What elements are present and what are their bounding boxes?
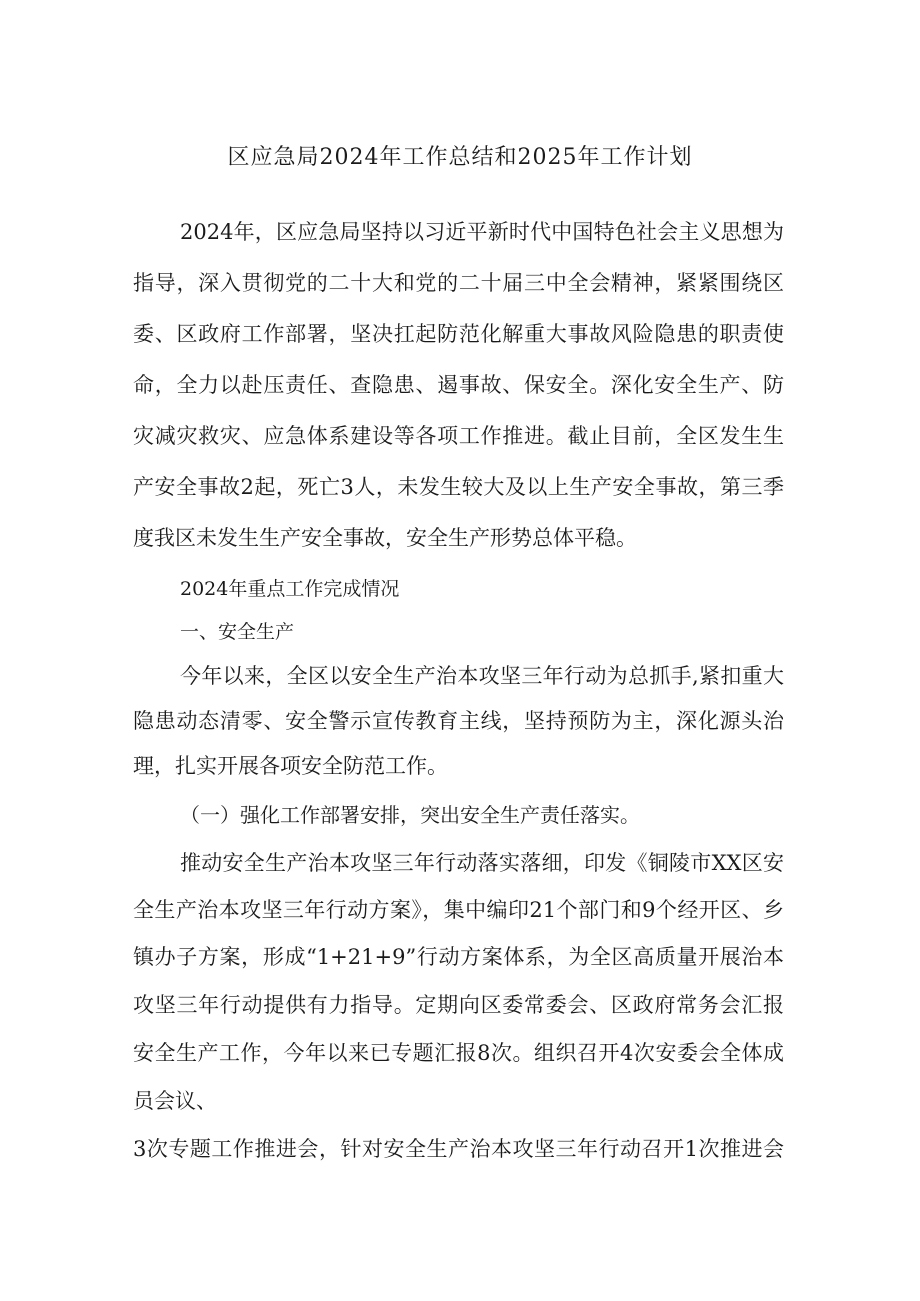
subsection-heading: 一、安全生产 — [180, 621, 295, 643]
intro-line: 产安全事故2起，死亡3人，未发生较大及以上生产安全事故，第三季 — [133, 475, 784, 499]
paragraph-line: 全生产治本攻坚三年行动方案》，集中编印21个部门和9个经开区、乡 — [133, 898, 784, 922]
item-heading: （一）强化工作部署安排，突出安全生产责任落实。 — [180, 803, 640, 827]
paragraph-line: 3次专题工作推进会，针对安全生产治本攻坚三年行动召开1次推进会 — [133, 1137, 784, 1161]
paragraph-line: 安全生产工作，今年以来已专题汇报8次。组织召开4次安委会全体成 — [133, 1041, 784, 1065]
paragraph-line: 今年以来，全区以安全生产治本攻坚三年行动为总抓手,紧扣重大 — [180, 664, 784, 688]
intro-line: 委、区政府工作部署，坚决扛起防范化解重大事故风险隐患的职责使 — [133, 322, 784, 346]
section-heading: 2024年重点工作完成情况 — [180, 578, 400, 600]
paragraph-line: 隐患动态清零、安全警示宣传教育主线，坚持预防为主，深化源头治 — [133, 709, 784, 733]
paragraph-line: 镇办子方案，形成“1+21+9”行动方案体系，为全区高质量开展治本 — [133, 945, 784, 969]
intro-line: 命，全力以赴压责任、查隐患、遏事故、保安全。深化安全生产、防 — [133, 373, 784, 397]
intro-line: 2024年，区应急局坚持以习近平新时代中国特色社会主义思想为 — [180, 220, 784, 244]
document-title: 区应急局2024年工作总结和2025年工作计划 — [227, 145, 693, 170]
paragraph-line: 员会议、 — [133, 1089, 217, 1113]
paragraph-line: 推动安全生产治本攻坚三年行动落实落细，印发《铜陵市XX区安 — [180, 851, 784, 875]
intro-line: 灾减灾救灾、应急体系建设等各项工作推进。截止目前，全区发生生 — [133, 424, 784, 448]
paragraph-line: 理，扎实开展各项安全防范工作。 — [133, 754, 448, 778]
paragraph-line: 攻坚三年行动提供有力指导。定期向区委常委会、区政府常务会汇报 — [133, 993, 784, 1017]
intro-line: 度我区未发生生产安全事故，安全生产形势总体平稳。 — [133, 526, 637, 550]
intro-line: 指导，深入贯彻党的二十大和党的二十届三中全会精神，紧紧围绕区 — [133, 271, 784, 295]
